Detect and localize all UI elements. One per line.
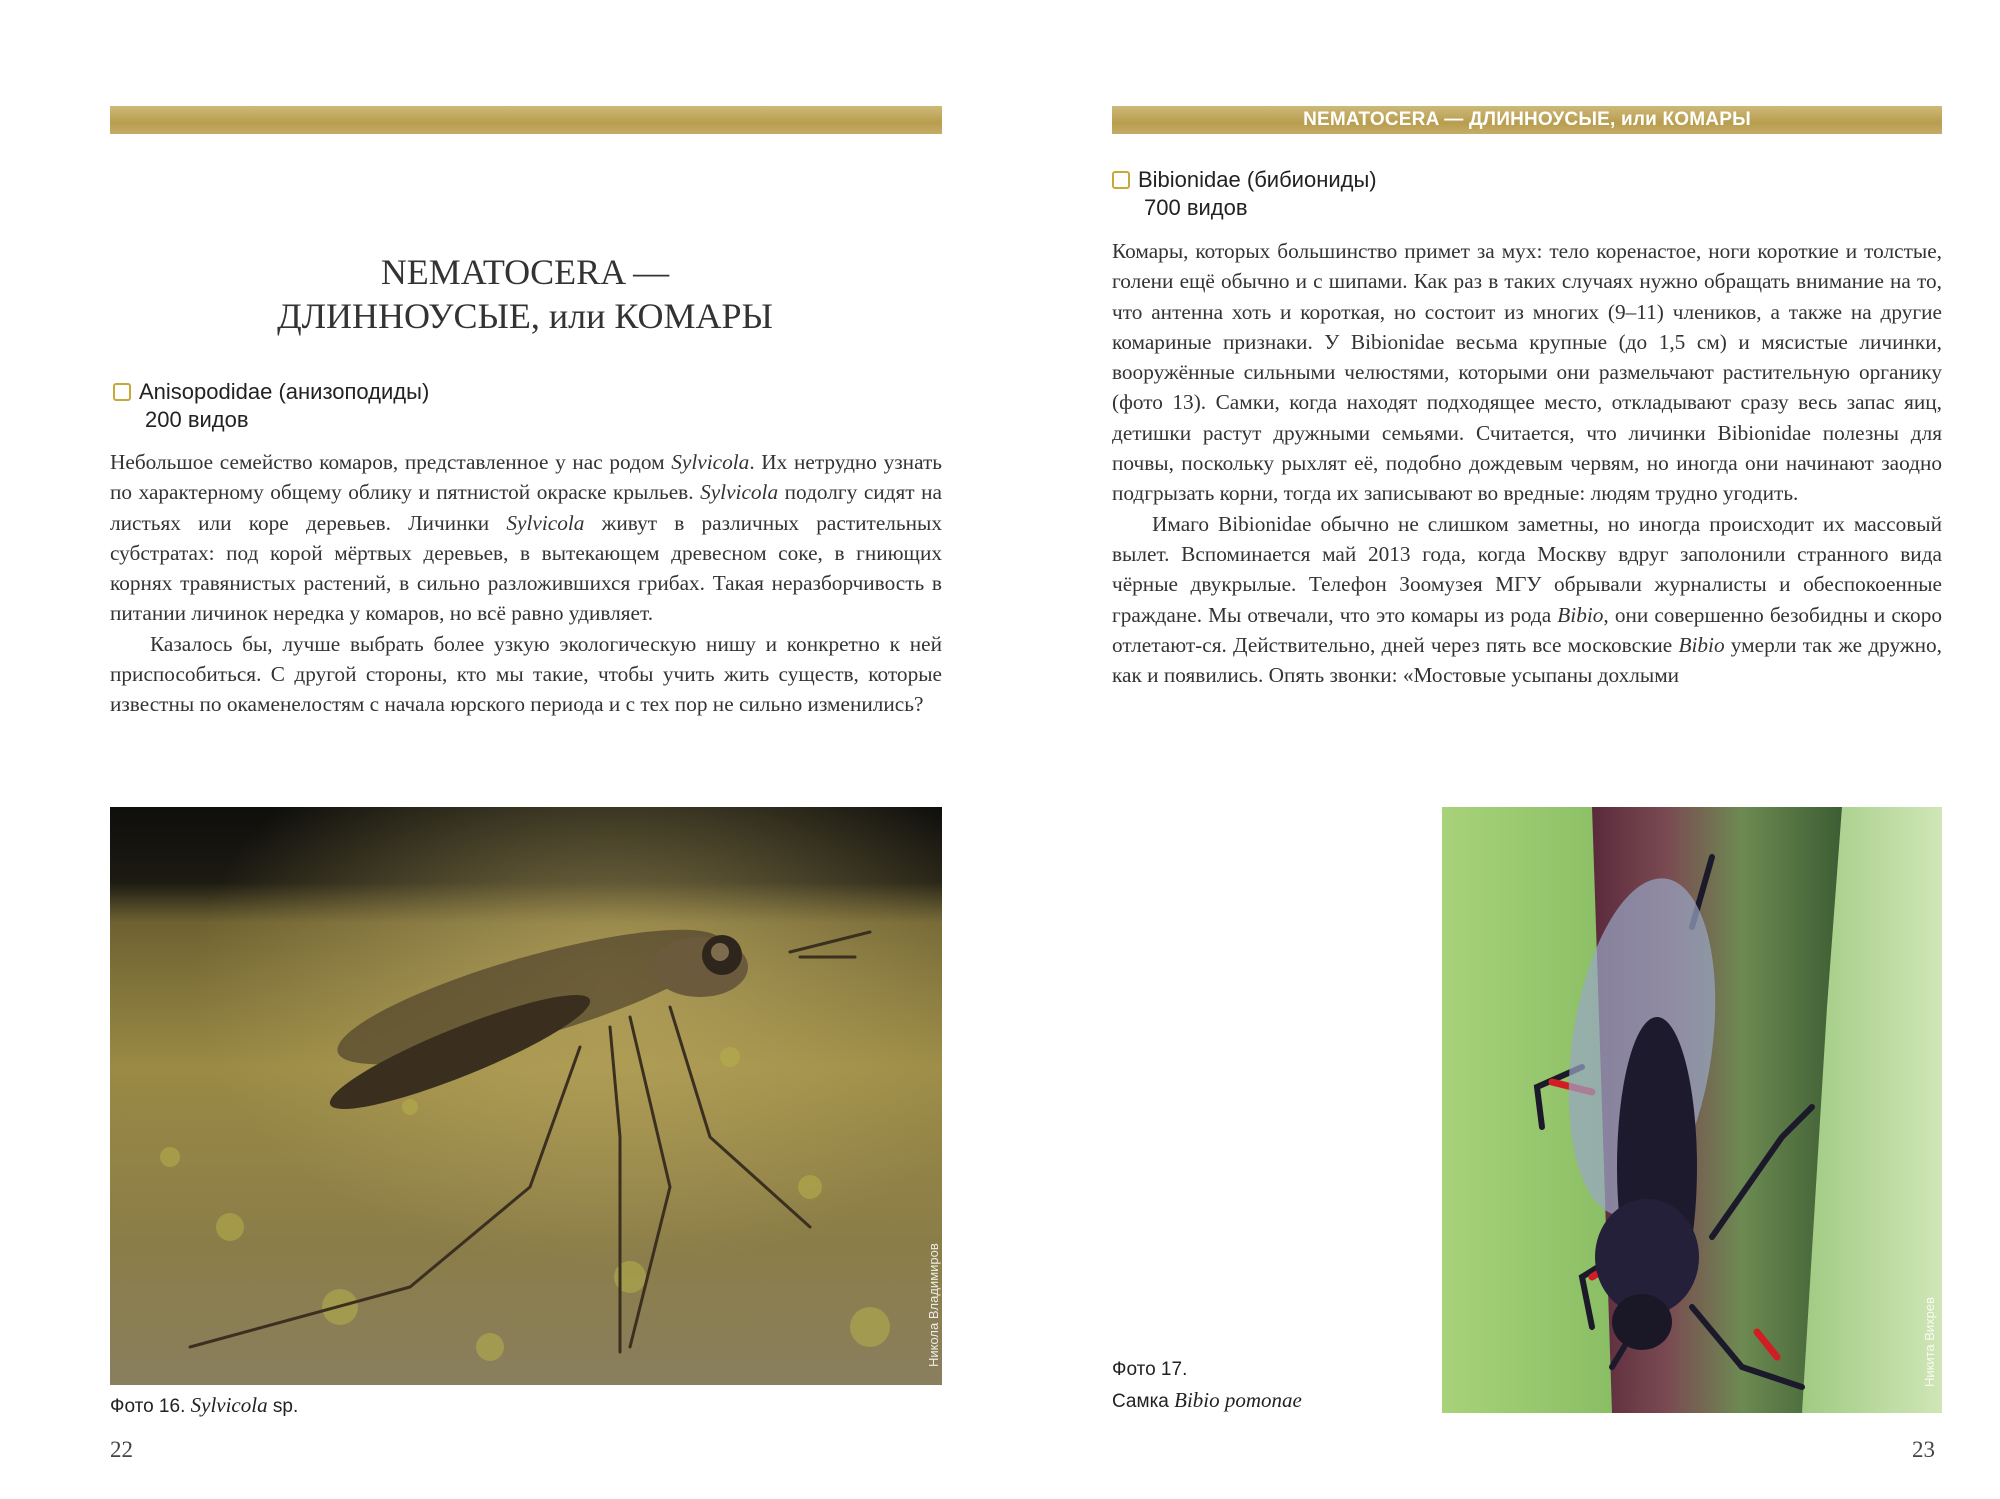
family-heading-anisopodidae: [113, 378, 429, 434]
photo-credit-left: Никола Владимиров: [926, 1243, 941, 1367]
paragraph-1: Небольшое семейство комаров, представленное у нас родом Sylvicola. Их нетрудно узнать по характерному общему облику и пятнистой окраске крыльев. Sylvicola подолгу сидят на листьях или коре деревьев. Личинки Sylvicola живут в различных растительных субстратах: под корой мёртвых деревьев, в вытекающем древесном соке, в гниющих корнях травянистых растений, в сильно разложившихся грибах. Такая неразборчивость в питании личинок нередка у комаров, но всё равно удивляет.: [110, 450, 942, 626]
checkbox-icon: [113, 383, 131, 401]
family-heading-bibionidae: [1112, 166, 1377, 222]
checkbox-icon: [1112, 171, 1130, 189]
photo-credit-right: Никита Вихрев: [1922, 1296, 1937, 1387]
paragraph-2: Имаго Bibionidae обычно не слишком заметны, но иногда происходит их массовый вылет. Вспоминается май 2013 года, когда Москву вдруг заполонили странного вида чёрные двукрылые. Телефон Зоомузея МГУ обрывали журналисты и обеспокоенные граждане. Мы отвечали, что это комары из рода Bibio, они совершенно безобидны и скоро отлетают-ся. Действительно, дней через пять все московские Bibio умерли так же дружно, как и появились. Опять звонки: «Мостовые усыпаны дохлыми: [1112, 511, 1943, 688]
family-count: 700 видов: [1144, 195, 1248, 220]
header-band-right: NEMATOCERA — ДЛИННОУСЫЕ, или КОМАРЫ: [1112, 106, 1942, 134]
body-text-left: [110, 447, 942, 720]
page-number-right: 23: [1912, 1437, 1935, 1462]
paragraph-1: Комары, которых большинство примет за мух: тело коренастое, ноги короткие и толстые, голени ещё обычно и с шипами. Как раз в таких случаях нужно обращать внимание на то, что антенна хоть и короткая, но состоит из многих (9–11) члеников, а также на другие комариные признаки. У Bibionidae весьма крупные (до 1,5 см) и мясистые личинки, вооружённые сильными челюстями, которыми они размельчают растительную органику (фото 13). Самки, когда находят подходящее место, откладывают сразу весь запас яиц, детишки растут дружными семьями. Считается, что личинки Bibionidae полезны для почвы, поскольку рыхлят её, подобно дождевым червям, но иногда они начинают заодно подгрызать корни, тогда их записывают во вредные: людям трудно угодить.: [1112, 239, 1942, 506]
right-page: [1000, 0, 2000, 1499]
photo-bibio: [1442, 807, 1942, 1413]
bibio-photo-image: [1442, 807, 1942, 1413]
photo-sylvicola: [110, 807, 942, 1385]
family-count: 200 видов: [145, 407, 249, 432]
paragraph-2: Казалось бы, лучше выбрать более узкую экологическую нишу и конкретно к ней приспособиться. С другой стороны, кто мы такие, чтобы учить жить существ, которые известны по окаменелостям с начала юрского периода и с тех пор не сильно изменились?: [110, 631, 942, 717]
chapter-title-line1: NEMATOCERA —: [380, 252, 670, 292]
chapter-title: [110, 250, 940, 338]
family-name: Anisopodidae (анизоподиды): [139, 379, 430, 404]
chapter-title-line2: ДЛИННОУСЫЕ, или КОМАРЫ: [277, 296, 773, 336]
page-number-left: 22: [110, 1437, 133, 1462]
family-name: Bibionidae (бибиониды): [1138, 167, 1377, 192]
caption-photo-16: Фото 16. Sylvicola sp.: [110, 1393, 299, 1417]
caption-photo-17: Фото 17. Самка Bibio pomonae: [1112, 1359, 1302, 1412]
header-band-left: [110, 106, 942, 134]
sylvicola-photo-image: [110, 807, 942, 1385]
body-text-right: [1112, 236, 1942, 690]
